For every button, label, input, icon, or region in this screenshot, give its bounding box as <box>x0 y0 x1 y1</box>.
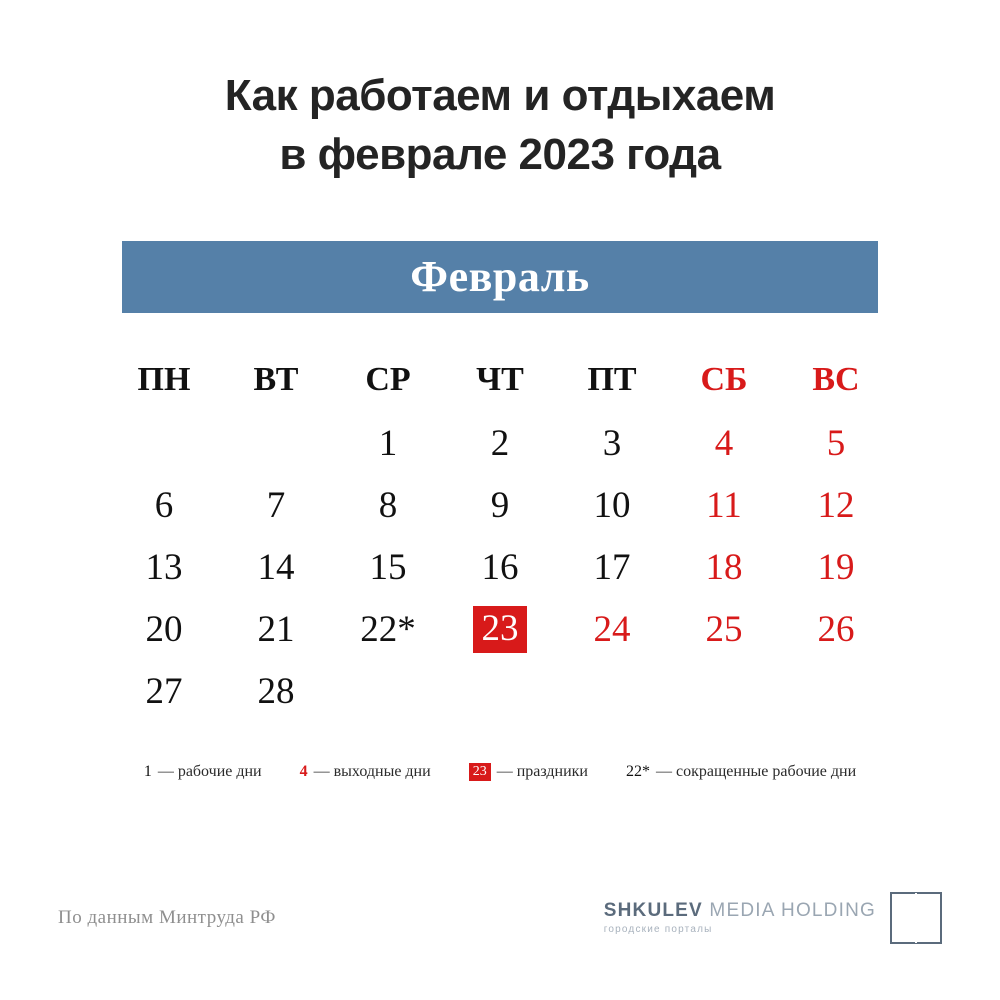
weekday-header: ВС <box>812 360 860 398</box>
legend-item <box>469 763 588 781</box>
day-cell: 25 <box>705 609 743 651</box>
brand-text <box>604 901 876 936</box>
brand-name-strong: SHKULEV <box>603 899 703 921</box>
legend-item <box>626 763 856 781</box>
brand-logo <box>604 892 942 944</box>
legend <box>0 763 1000 781</box>
day-cell: 26 <box>817 609 855 651</box>
brand-name-rest: MEDIA HOLDING <box>702 899 876 921</box>
day-cell: 11 <box>706 485 742 527</box>
day-cell-empty <box>780 661 892 723</box>
day-cell-empty <box>556 661 668 723</box>
legend-item <box>144 763 262 781</box>
day-cell: 2 <box>490 423 510 465</box>
title-line-2: в феврале 2023 года <box>279 130 721 180</box>
weekday-header: СР <box>365 360 411 398</box>
legend-label: — сокращенные рабочие дни <box>655 762 857 780</box>
day-cell: 7 <box>266 485 286 527</box>
day-cell: 28 <box>257 671 295 713</box>
day-cell: 3 <box>602 423 622 465</box>
legend-label: — рабочие дни <box>157 762 262 780</box>
title-line-1: Как работаем и отдыхаем <box>224 71 776 120</box>
day-cell: 10 <box>593 485 631 527</box>
day-cell: 12 <box>817 485 855 527</box>
month-label: Февраль <box>410 252 590 302</box>
day-cell: 19 <box>817 547 855 589</box>
legend-item <box>300 763 431 781</box>
day-cell: 4 <box>714 423 734 465</box>
brand-name <box>604 901 876 922</box>
month-banner <box>122 241 878 313</box>
page-title <box>0 0 1000 185</box>
weekday-header: ПТ <box>587 360 637 398</box>
day-cell <box>444 599 556 661</box>
legend-label: — праздники <box>496 762 588 780</box>
day-cell-empty <box>108 413 220 475</box>
day-cell: 27 <box>145 671 183 713</box>
day-cell: 14 <box>257 547 295 589</box>
day-cell: 8 <box>378 485 398 527</box>
legend-label: — выходные дни <box>313 762 431 780</box>
weekday-header: ПН <box>137 360 191 398</box>
day-cell-empty <box>668 661 780 723</box>
footer <box>0 888 1000 948</box>
holiday-highlight: 23 <box>473 606 527 653</box>
day-cell-empty <box>220 413 332 475</box>
day-cell: 24 <box>593 609 631 651</box>
day-cell: 1 <box>378 423 398 465</box>
day-cell-empty <box>444 661 556 723</box>
day-cell: 18 <box>705 547 743 589</box>
day-cell: 17 <box>593 547 631 589</box>
weekday-header: ВТ <box>253 360 299 398</box>
day-cell: 9 <box>490 485 510 527</box>
day-cell: 15 <box>369 547 407 589</box>
source-note: По данным Минтруда РФ <box>58 907 276 928</box>
day-cell: 22* <box>360 609 416 651</box>
legend-key-work: 1 <box>143 762 152 780</box>
legend-key-short: 22* <box>625 762 650 780</box>
legend-key-weekend: 4 <box>299 762 308 780</box>
day-cell: 21 <box>257 609 295 651</box>
weekday-header: СБ <box>700 360 748 398</box>
day-cell-empty <box>332 661 444 723</box>
day-cell: 13 <box>145 547 183 589</box>
day-cell: 20 <box>145 609 183 651</box>
calendar-grid <box>108 347 892 723</box>
day-cell: 6 <box>154 485 174 527</box>
legend-key-holiday: 23 <box>469 763 491 781</box>
brand-mark-icon <box>890 892 942 944</box>
day-cell: 5 <box>826 423 846 465</box>
day-cell: 16 <box>481 547 519 589</box>
weekday-header: ЧТ <box>476 360 524 398</box>
brand-tagline: городские порталы <box>603 924 713 936</box>
